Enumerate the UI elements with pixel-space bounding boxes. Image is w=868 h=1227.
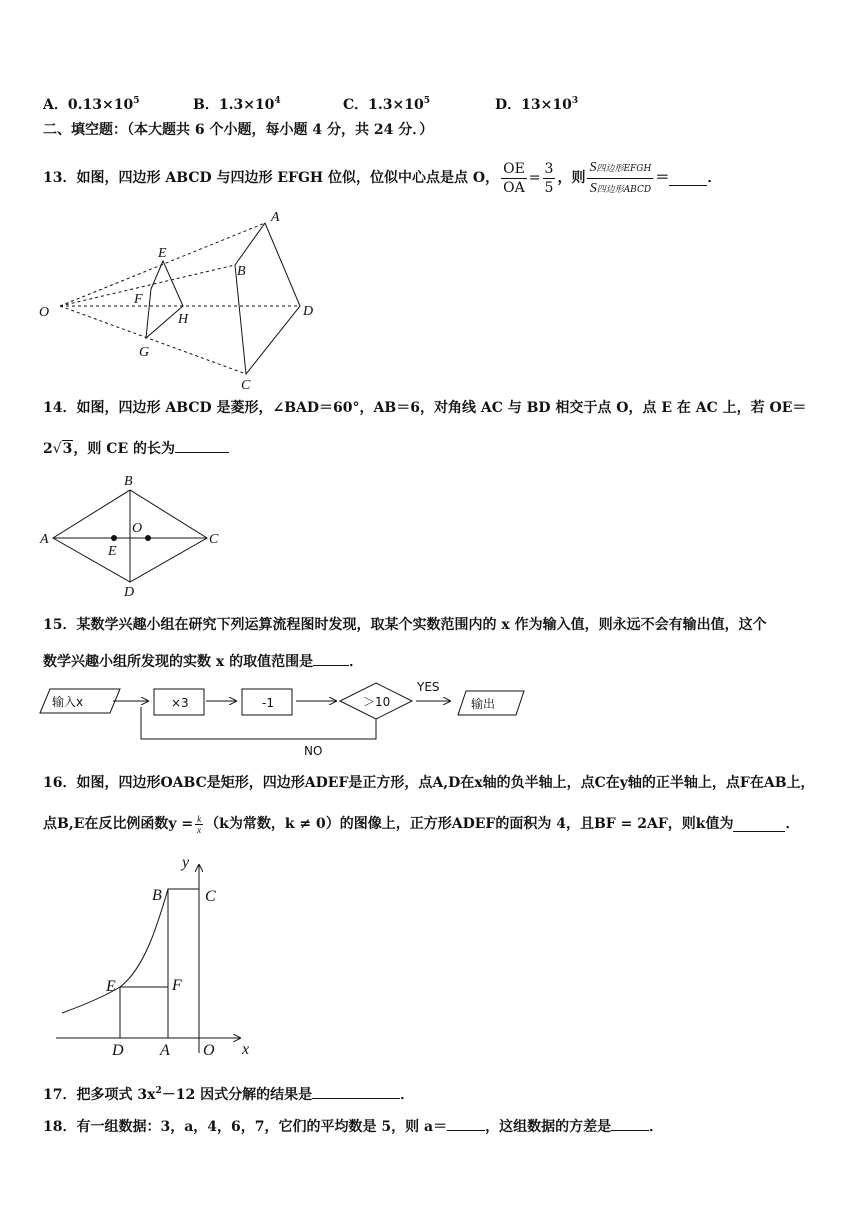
rect-oabc	[168, 889, 199, 1038]
value-fraction: $\frac{3}{5}$	[544, 160, 554, 196]
question-15-line2: 数学兴趣小组所发现的实数 x 的取值范围是 ．	[43, 651, 363, 671]
label-y: y	[182, 854, 190, 871]
label-a: A	[40, 532, 49, 547]
point-e	[111, 535, 117, 541]
answer-blank	[313, 651, 349, 666]
homothety-figure	[35, 205, 325, 390]
output-label: 输出	[471, 697, 496, 711]
question-16: 16．如图，四边形OABC是矩形，四边形ADEF是正方形，点A,D在x轴的负半轴上，点C在y轴的正半轴上，点F在AB上，	[43, 775, 815, 791]
label-o: O	[203, 1042, 215, 1059]
ray-oc	[60, 306, 246, 374]
label-a: A	[271, 210, 280, 225]
label-c: C	[241, 378, 251, 390]
answer-blank-variance	[611, 1116, 649, 1131]
question-16-line2: 点B,E在反比例函数y = $\frac{k}{x}$ （k为常数，k ≠ 0）的图像上，正方形ADEF的面积为 4，且BF = 2AF，则k值为 ．	[43, 813, 800, 835]
label-e: E	[106, 978, 116, 995]
label-g: G	[139, 345, 150, 360]
hyperbola-figure	[50, 853, 265, 1063]
question-18: 18．有一组数据：3，a，4，6，7，它们的平均数是 5，则 a＝ ，这组数据的方差是 ．	[43, 1116, 663, 1136]
ratio-fraction: $\frac{OE}{OA}$	[503, 160, 525, 196]
no-label: NO	[304, 744, 323, 758]
label-o: O	[132, 521, 143, 536]
label-c: C	[209, 532, 219, 547]
quad-abcd	[235, 223, 300, 374]
option-d: D．$13\times 10^3$	[495, 96, 579, 113]
label-f: F	[172, 977, 182, 994]
ray-oa	[60, 223, 265, 306]
times3-label: ×3	[171, 696, 189, 710]
label-a: A	[160, 1042, 170, 1059]
point-o-dot	[145, 535, 151, 541]
option-a: A．$0.13\times 10^5$	[43, 96, 140, 113]
area-ratio-fraction: $\frac{\text{S四边形EFGH}}{\text{S四边形ABCD}}$	[589, 159, 652, 196]
question-14-line2: 2√3，则 CE 的长为	[43, 438, 229, 458]
answer-blank-a	[447, 1116, 485, 1131]
label-b: B	[124, 474, 133, 489]
label-c: C	[205, 888, 216, 905]
answer-blank	[669, 171, 707, 186]
label-b: B	[237, 264, 246, 279]
question-17: 17．把多项式 $3x^2-12$ 因式分解的结果是 ．	[43, 1086, 415, 1103]
label-h: H	[178, 312, 189, 327]
label-b: B	[152, 887, 162, 904]
label-e: E	[108, 544, 117, 559]
flowchart	[38, 677, 528, 759]
option-b: B．$1.3\times 10^4$	[193, 96, 281, 113]
loop-line	[141, 707, 376, 739]
answer-blank	[175, 438, 229, 453]
question-15: 15．某数学兴趣小组在研究下列运算流程图时发现，取某个实数范围内的 x 作为输入值，则永远不会有输出值，这个	[43, 617, 767, 633]
answer-blank	[733, 817, 785, 832]
label-d: D	[112, 1042, 124, 1059]
section-heading: 二、填空题：（本大题共 6 个小题，每小题 4 分，共 24 分．）	[43, 122, 434, 138]
question-13: 13． 如图，四边形 ABCD 与四边形 EFGH 位似，位似中心点是点 O， $\frac{OE}{OA}$ = $\frac{3}{5}$ ，则 $\frac{\text{S四边形EFGH}}{\text{S四边形ABCD}}$ ＝ ．	[43, 158, 721, 198]
k-over-x-fraction: $\frac{k}{x}$	[197, 813, 202, 835]
yes-label: YES	[417, 680, 440, 694]
label-d: D	[124, 585, 135, 600]
label-e: E	[158, 246, 167, 261]
label-o: O	[39, 305, 50, 320]
minus1-label: -1	[262, 696, 274, 710]
option-c: C．$1.3\times 10^5$	[343, 96, 430, 113]
answer-blank	[312, 1084, 400, 1099]
condition-label: ＞10	[363, 695, 391, 709]
sqrt-symbol: √	[52, 441, 62, 457]
label-x: x	[242, 1041, 250, 1058]
label-d: D	[303, 304, 314, 319]
ray-ob	[60, 265, 235, 306]
input-label: 输入x	[52, 695, 84, 709]
label-f: F	[134, 292, 143, 307]
rhombus-figure	[35, 470, 230, 600]
question-14: 14．如图，四边形 ABCD 是菱形，∠BAD＝60°，AB＝6，对角线 AC 与 BD 相交于点 O，点 E 在 AC 上，若 OE＝	[43, 400, 807, 416]
square-adef	[120, 987, 168, 1038]
